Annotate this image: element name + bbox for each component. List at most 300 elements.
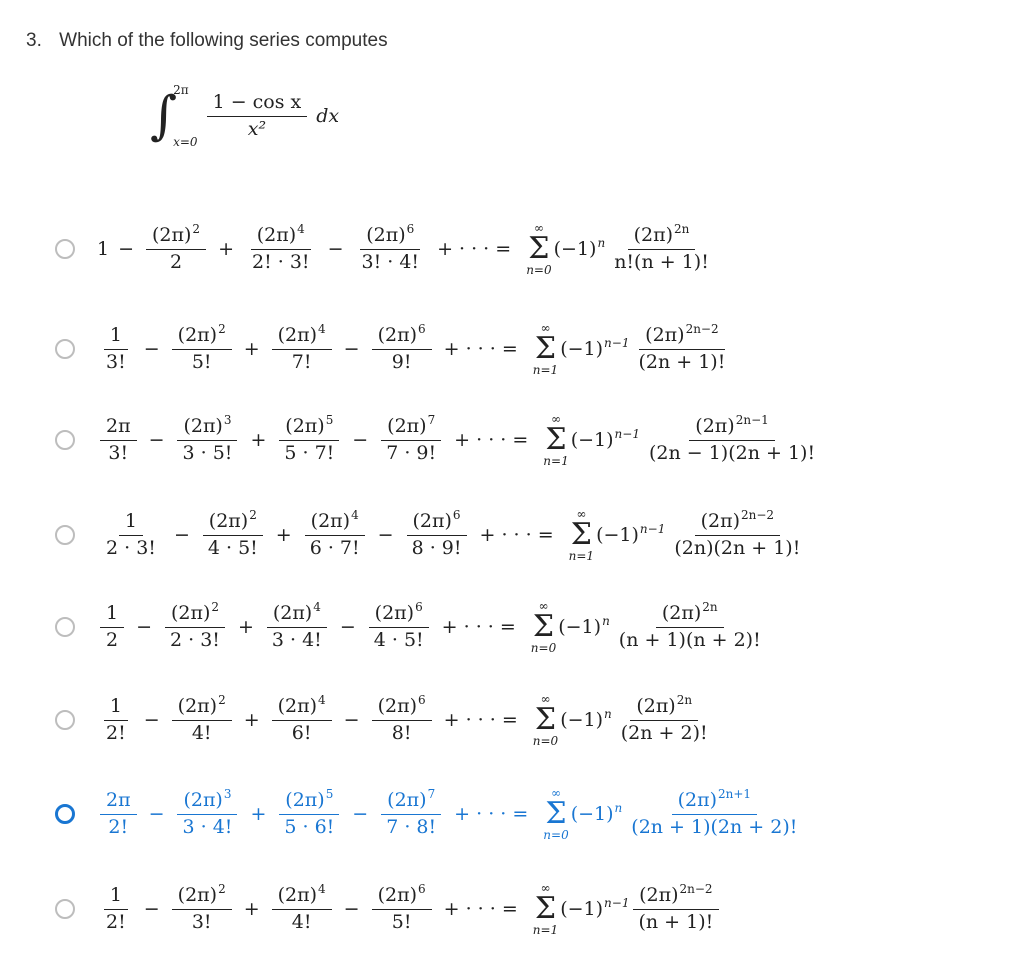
sign-base: (−1) — [558, 616, 602, 638]
general-term — [615, 694, 714, 747]
sign-exponent: n — [614, 801, 623, 816]
ellipsis-equals: + · · · = — [443, 898, 518, 920]
sum-lower-limit: n=0 — [526, 263, 552, 277]
term-1-base: (2π) — [170, 601, 211, 624]
summation — [533, 882, 558, 936]
plus-sign: + — [237, 616, 254, 638]
term-1-exponent: 2 — [192, 221, 201, 236]
integral-sign-icon: ∫ — [150, 86, 178, 146]
term-2-exponent: 4 — [318, 692, 326, 707]
integral-upper-limit: 2π — [173, 83, 189, 97]
minus-sign: − — [143, 338, 160, 360]
minus-sign: − — [343, 709, 360, 731]
minus-sign: − — [327, 238, 344, 260]
term-1-exponent: 2 — [218, 321, 226, 336]
general-term-numerator — [656, 601, 724, 628]
ellipsis-equals: + · · · = — [454, 803, 529, 825]
term-0-numerator: 1 — [119, 509, 143, 536]
series-expression — [97, 322, 734, 376]
summation — [526, 222, 551, 276]
plus-sign: + — [243, 898, 260, 920]
radio-button[interactable] — [55, 525, 75, 545]
integral-expression — [150, 80, 339, 152]
general-term-denominator: (n + 1)(n + 2)! — [618, 628, 761, 651]
answer-option-6[interactable] — [55, 693, 717, 747]
term-0 — [100, 788, 137, 841]
sum-upper-limit: ∞ — [540, 692, 551, 706]
sigma-icon: Σ — [528, 231, 550, 266]
term-0: 1 — [97, 238, 110, 260]
term-2 — [246, 223, 316, 276]
term-3-numerator — [372, 694, 432, 721]
term-0 — [100, 414, 137, 467]
term-0-denominator: 2! — [106, 910, 126, 933]
sum-lower-limit: n=1 — [543, 454, 569, 468]
term-2 — [278, 788, 340, 841]
term-1-exponent: 2 — [211, 599, 219, 614]
term-3 — [368, 601, 430, 654]
term-3 — [372, 323, 432, 376]
term-2-denominator: 2! · 3! — [251, 250, 310, 273]
summation — [533, 322, 558, 376]
general-term-numerator — [630, 694, 698, 721]
integral-lower-limit: x=0 — [173, 135, 198, 149]
sum-lower-limit: n=0 — [532, 734, 559, 748]
summation — [531, 600, 556, 654]
term-1-base: (2π) — [177, 694, 218, 717]
plus-sign: + — [250, 429, 267, 451]
term-2-exponent: 5 — [325, 786, 334, 801]
general-term-denominator: n!(n + 1)! — [614, 250, 709, 273]
radio-button[interactable] — [55, 339, 75, 359]
term-1-denominator: 5! — [191, 350, 212, 373]
sigma-icon: Σ — [534, 702, 557, 737]
minus-sign: − — [143, 898, 160, 920]
series-expression — [97, 413, 824, 467]
minus-sign: − — [173, 524, 190, 546]
sign-factor — [560, 898, 629, 920]
series-expression — [97, 508, 809, 562]
term-3-exponent: 6 — [418, 881, 426, 896]
general-term — [613, 601, 767, 654]
term-2-denominator: 6 · 7! — [309, 536, 360, 559]
term-3-base: (2π) — [387, 788, 427, 811]
general-term-numerator — [633, 883, 718, 910]
term-0 — [100, 601, 124, 654]
term-0 — [100, 694, 132, 747]
radio-button[interactable] — [55, 239, 75, 259]
answer-option-4[interactable] — [55, 508, 809, 562]
general-term — [632, 883, 719, 936]
summation — [569, 508, 594, 562]
term-2-exponent: 4 — [351, 507, 359, 522]
term-1-exponent: 3 — [223, 412, 232, 427]
term-1-base: (2π) — [183, 788, 223, 811]
general-term-base: (2π) — [633, 223, 674, 246]
ellipsis-equals: + · · · = — [443, 338, 518, 360]
sign-base: (−1) — [596, 524, 639, 546]
term-1-base: (2π) — [177, 323, 218, 346]
term-1-exponent: 3 — [223, 786, 232, 801]
sign-factor — [554, 238, 606, 260]
term-2-denominator: 5 · 7! — [284, 441, 335, 464]
series-expression — [97, 222, 718, 276]
term-3-numerator — [372, 323, 432, 350]
term-2-numerator — [279, 414, 339, 441]
summation — [543, 413, 568, 467]
term-0-numerator: 1 — [104, 323, 128, 350]
term-1-base: (2π) — [152, 223, 192, 246]
integrand-denominator: x² — [247, 117, 267, 140]
term-2 — [266, 601, 328, 654]
term-3-numerator — [369, 601, 429, 628]
minus-sign: − — [377, 524, 394, 546]
summation — [543, 787, 568, 841]
term-0-denominator: 2 — [106, 628, 119, 651]
series-expression — [97, 882, 722, 936]
term-3 — [355, 223, 425, 276]
term-3 — [380, 788, 442, 841]
sigma-icon: Σ — [534, 331, 557, 366]
term-1-denominator: 4 · 5! — [207, 536, 258, 559]
sum-lower-limit: n=1 — [532, 363, 559, 377]
general-term-denominator: (2n)(2n + 1)! — [674, 536, 801, 559]
term-3-denominator: 8! — [391, 721, 412, 744]
radio-button[interactable] — [55, 617, 75, 637]
term-2-numerator — [267, 601, 327, 628]
series-expression — [97, 693, 717, 747]
sum-lower-limit: n=1 — [568, 549, 595, 563]
term-2-denominator: 7! — [291, 350, 312, 373]
answer-option-8[interactable] — [55, 882, 722, 936]
term-2-exponent: 4 — [318, 321, 326, 336]
sign-factor — [560, 709, 612, 731]
term-2-base: (2π) — [285, 414, 325, 437]
term-1-numerator — [172, 883, 232, 910]
term-3-exponent: 6 — [418, 692, 426, 707]
term-1 — [164, 601, 226, 654]
term-0-denominator: 2! — [108, 815, 129, 838]
sigma-icon: Σ — [534, 891, 557, 926]
term-2-base: (2π) — [277, 323, 318, 346]
term-0 — [100, 883, 132, 936]
question-number: 3. — [26, 30, 42, 51]
general-term — [608, 223, 715, 276]
term-1-denominator: 3 · 4! — [182, 815, 233, 838]
minus-sign: − — [118, 238, 135, 260]
term-1-exponent: 2 — [218, 692, 226, 707]
term-1-denominator: 2 — [169, 250, 183, 273]
differential: dx — [316, 105, 340, 127]
sign-exponent: n−1 — [604, 896, 630, 911]
term-3-exponent: 6 — [418, 321, 426, 336]
integrand-fraction — [207, 90, 308, 143]
sigma-icon: Σ — [545, 422, 567, 457]
general-term-exponent: 2n−2 — [741, 507, 775, 522]
term-1-base: (2π) — [208, 509, 249, 532]
general-term-exponent: 2n+1 — [718, 786, 752, 801]
term-2-denominator: 4! — [291, 910, 312, 933]
sum-upper-limit: ∞ — [540, 321, 551, 335]
general-term-base: (2π) — [677, 788, 718, 811]
term-0-numerator: 1 — [100, 601, 124, 628]
sign-exponent: n — [597, 236, 606, 251]
general-term — [668, 509, 806, 562]
general-term — [643, 414, 821, 467]
term-2 — [304, 509, 366, 562]
plus-sign: + — [243, 709, 260, 731]
term-2-base: (2π) — [256, 223, 297, 246]
term-1 — [202, 509, 264, 562]
answer-option-5[interactable] — [55, 600, 770, 654]
sign-base: (−1) — [570, 429, 614, 451]
term-2-numerator — [272, 323, 332, 350]
general-term-base: (2π) — [645, 323, 685, 346]
minus-sign: − — [343, 898, 360, 920]
term-2-denominator: 3 · 4! — [271, 628, 322, 651]
general-term-numerator — [695, 509, 780, 536]
term-3-base: (2π) — [387, 414, 427, 437]
term-3-numerator — [372, 883, 432, 910]
general-term-denominator: (2n + 1)(2n + 2)! — [631, 815, 798, 838]
term-1 — [172, 694, 232, 747]
term-3 — [372, 883, 432, 936]
term-2-base: (2π) — [277, 694, 318, 717]
general-term-denominator: (n + 1)! — [638, 910, 714, 933]
sign-base: (−1) — [560, 709, 604, 731]
radio-button[interactable] — [55, 899, 75, 919]
radio-button[interactable] — [55, 430, 75, 450]
term-2-exponent: 5 — [325, 412, 334, 427]
general-term-base: (2π) — [695, 414, 735, 437]
term-2 — [272, 883, 332, 936]
term-1-denominator: 3 · 5! — [182, 441, 233, 464]
general-term-base: (2π) — [636, 694, 676, 717]
general-term-exponent: 2n−2 — [679, 881, 713, 896]
minus-sign: − — [352, 429, 369, 451]
term-0-denominator: 2 · 3! — [106, 536, 156, 559]
general-term-numerator — [628, 223, 696, 250]
term-1-denominator: 3! — [191, 910, 212, 933]
question-text: Which of the following series computes — [59, 30, 388, 51]
term-3-denominator: 9! — [391, 350, 412, 373]
term-2-exponent: 4 — [318, 881, 326, 896]
minus-sign: − — [352, 803, 369, 825]
radio-button[interactable] — [55, 710, 75, 730]
term-3-exponent: 7 — [427, 786, 436, 801]
term-1-denominator: 2 · 3! — [170, 628, 220, 651]
summation — [533, 693, 558, 747]
general-term-exponent: 2n−2 — [685, 321, 719, 336]
general-term-base: (2π) — [639, 883, 679, 906]
term-1-numerator — [146, 223, 206, 250]
sigma-icon: Σ — [532, 609, 555, 644]
sum-upper-limit: ∞ — [540, 881, 551, 895]
term-3-denominator: 3! · 4! — [361, 250, 420, 273]
term-2 — [272, 694, 332, 747]
sigma-icon: Σ — [570, 517, 592, 552]
ellipsis-equals: + · · · = — [454, 429, 529, 451]
term-3-denominator: 4 · 5! — [373, 628, 424, 651]
sum-upper-limit: ∞ — [576, 507, 587, 521]
general-term-denominator: (2n − 1)(2n + 1)! — [648, 441, 816, 464]
plus-sign: + — [250, 803, 267, 825]
term-2 — [278, 414, 340, 467]
minus-sign: − — [148, 429, 165, 451]
term-2-numerator — [305, 509, 365, 536]
term-0-denominator: 3! — [106, 350, 126, 373]
term-1-numerator — [177, 414, 237, 441]
answer-option-7[interactable] — [55, 787, 806, 841]
term-2-numerator — [272, 694, 332, 721]
term-3 — [372, 694, 432, 747]
sign-base: (−1) — [570, 803, 614, 825]
sign-base: (−1) — [560, 898, 604, 920]
term-3-base: (2π) — [366, 223, 406, 246]
minus-sign: − — [339, 616, 356, 638]
term-1-denominator: 4! — [191, 721, 212, 744]
term-2-numerator — [272, 883, 332, 910]
general-term-base: (2π) — [661, 601, 702, 624]
term-2 — [272, 323, 332, 376]
general-term-base: (2π) — [700, 509, 741, 532]
ellipsis-equals: + · · · = — [443, 709, 518, 731]
term-1 — [146, 223, 206, 276]
sign-exponent: n−1 — [604, 336, 630, 351]
sign-factor — [571, 803, 623, 825]
term-1 — [177, 414, 239, 467]
term-1 — [172, 883, 232, 936]
sign-base: (−1) — [560, 338, 604, 360]
term-0-numerator: 2π — [100, 788, 137, 815]
general-term — [625, 788, 803, 841]
plus-sign: + — [275, 524, 292, 546]
term-2-base: (2π) — [285, 788, 325, 811]
term-2-denominator: 5 · 6! — [284, 815, 335, 838]
term-0-numerator: 1 — [104, 694, 128, 721]
general-term-exponent: 2n−1 — [735, 412, 769, 427]
general-term-denominator: (2n + 1)! — [638, 350, 726, 373]
general-term-denominator: (2n + 2)! — [620, 721, 708, 744]
term-3-base: (2π) — [377, 694, 417, 717]
general-term-numerator — [689, 414, 774, 441]
term-3 — [380, 414, 442, 467]
sum-upper-limit: ∞ — [550, 412, 561, 426]
general-term-numerator — [672, 788, 757, 815]
term-2-denominator: 6! — [291, 721, 312, 744]
general-term-exponent: 2n — [702, 599, 718, 614]
plus-sign: + — [243, 338, 260, 360]
minus-sign: − — [136, 616, 153, 638]
sum-upper-limit: ∞ — [533, 221, 544, 235]
term-1-numerator — [172, 694, 232, 721]
term-0 — [100, 509, 162, 562]
term-3-denominator: 5! — [391, 910, 412, 933]
sign-exponent: n — [602, 614, 610, 629]
sign-factor — [558, 616, 610, 638]
term-3-base: (2π) — [377, 883, 417, 906]
term-0-denominator: 3! — [108, 441, 129, 464]
term-0 — [100, 323, 132, 376]
series-expression — [97, 600, 770, 654]
term-2-base: (2π) — [277, 883, 318, 906]
term-3-exponent: 6 — [406, 221, 415, 236]
sign-exponent: n−1 — [639, 522, 666, 537]
term-3 — [406, 509, 468, 562]
term-3-denominator: 7 · 9! — [386, 441, 437, 464]
term-3-base: (2π) — [377, 323, 417, 346]
sign-factor — [571, 429, 640, 451]
plus-sign: + — [218, 238, 234, 260]
term-2-base: (2π) — [272, 601, 313, 624]
term-2-base: (2π) — [310, 509, 351, 532]
ellipsis-equals: + · · · = — [479, 524, 554, 546]
term-1-numerator — [172, 323, 232, 350]
term-3-numerator — [381, 788, 441, 815]
general-term-exponent: 2n — [674, 221, 690, 236]
question-prompt — [26, 30, 388, 52]
term-1-numerator — [165, 601, 225, 628]
term-1-numerator — [177, 788, 237, 815]
term-3-exponent: 6 — [452, 507, 461, 522]
ellipsis-equals: + · · · = — [437, 238, 512, 260]
term-2-exponent: 4 — [297, 221, 305, 236]
sigma-icon: Σ — [545, 796, 567, 831]
answer-option-1[interactable] — [55, 222, 718, 276]
sign-factor — [596, 524, 665, 546]
sum-lower-limit: n=1 — [532, 923, 559, 937]
answer-option-3[interactable] — [55, 413, 824, 467]
series-expression — [97, 787, 806, 841]
term-1 — [177, 788, 239, 841]
term-1-numerator — [203, 509, 263, 536]
minus-sign: − — [343, 338, 360, 360]
sign-base: (−1) — [553, 238, 597, 260]
minus-sign: − — [148, 803, 165, 825]
general-term-exponent: 2n — [676, 692, 693, 707]
minus-sign: − — [143, 709, 160, 731]
term-3-numerator — [360, 223, 420, 250]
sum-upper-limit: ∞ — [538, 599, 549, 613]
term-3-numerator — [381, 414, 441, 441]
radio-button[interactable] — [55, 804, 75, 824]
general-term-numerator — [639, 323, 724, 350]
term-2-numerator — [279, 788, 339, 815]
term-1-base: (2π) — [177, 883, 218, 906]
ellipsis-equals: + · · · = — [441, 616, 516, 638]
sum-upper-limit: ∞ — [550, 786, 561, 800]
term-3-exponent: 6 — [415, 599, 423, 614]
sum-lower-limit: n=0 — [543, 828, 569, 842]
term-2-exponent: 4 — [313, 599, 321, 614]
term-0-numerator: 2π — [100, 414, 137, 441]
sign-factor — [560, 338, 629, 360]
term-3-denominator: 8 · 9! — [411, 536, 462, 559]
term-1-exponent: 2 — [218, 881, 226, 896]
term-0-denominator: 2! — [106, 721, 126, 744]
sign-exponent: n — [604, 707, 612, 722]
term-3-exponent: 7 — [427, 412, 436, 427]
term-1 — [172, 323, 232, 376]
integrand-numerator: 1 − cos x — [207, 90, 308, 117]
answer-option-2[interactable] — [55, 322, 734, 376]
term-3-base: (2π) — [412, 509, 452, 532]
term-0-numerator: 1 — [104, 883, 128, 910]
term-3-numerator — [407, 509, 467, 536]
term-1-base: (2π) — [183, 414, 223, 437]
term-3-base: (2π) — [374, 601, 415, 624]
general-term — [632, 323, 731, 376]
